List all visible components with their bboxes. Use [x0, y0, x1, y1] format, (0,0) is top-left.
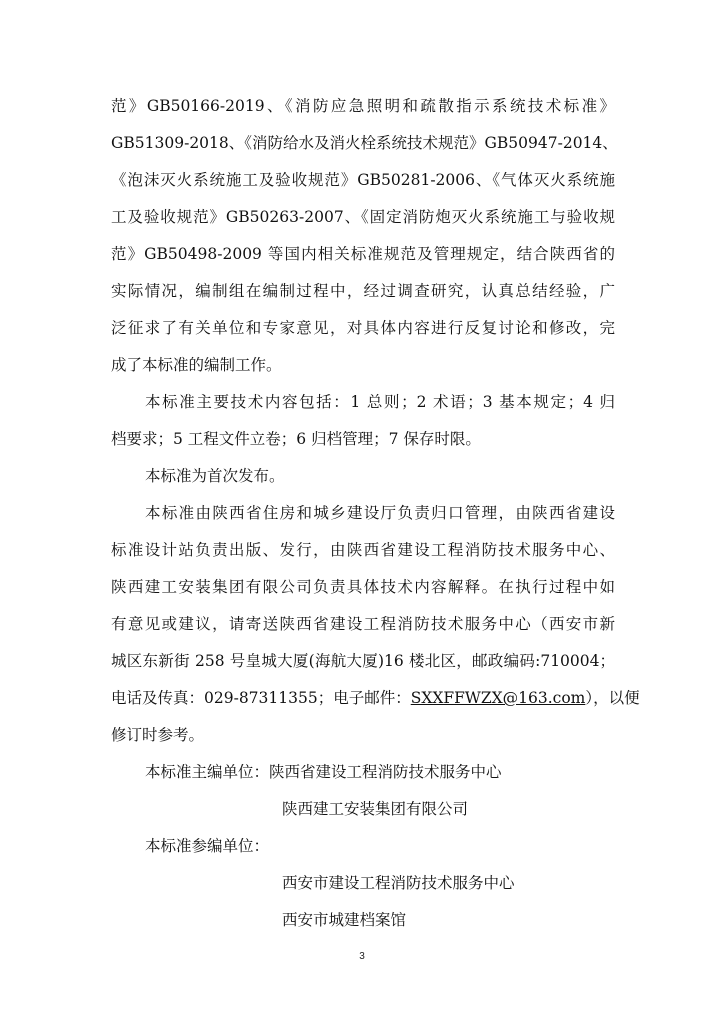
paragraph-line: 本标准由陕西省住房和城乡建设厅负责归口管理，由陕西省建设 [145, 504, 615, 522]
paragraph-line: 标准设计站负责出版、发行，由陕西省建设工程消防技术服务中心、 [111, 541, 615, 559]
paragraph-line: 有意见或建议，请寄送陕西省建设工程消防技术服务中心（西安市新 [111, 615, 615, 633]
paragraph-line: 《泡沫灭火系统施工及验收规范》GB50281-2006、《气体灭火系统施 [111, 171, 615, 189]
paragraph-line: 范》GB50166-2019、《消防应急照明和疏散指示系统技术标准》 [111, 97, 615, 115]
paragraph-line: GB51309-2018、《消防给水及消火栓系统技术规范》GB50947-2014、 [111, 134, 618, 152]
paragraph-line: 修订时参考。 [111, 726, 205, 744]
paragraph-line: 本标准主要技术内容包括：1 总则；2 术语；3 基本规定；4 归 [145, 393, 615, 411]
chief-editors-label: 本标准主编单位： [145, 763, 270, 781]
paragraph-line: 陕西建工安装集团有限公司负责具体技术内容解释。在执行过程中如 [111, 578, 615, 596]
contact-suffix: ），以便 [585, 689, 640, 707]
paragraph-line: 范》GB50498-2009 等国内相关标准规范及管理规定，结合陕西省的 [111, 245, 615, 263]
paragraph-line: 档要求；5 工程文件立卷；6 归档管理；7 保存时限。 [111, 430, 481, 448]
chief-editors-line [145, 762, 615, 782]
participating-editors-label: 本标准参编单位： [145, 837, 270, 855]
chief-editor-unit: 陕西建工安装集团有限公司 [282, 800, 469, 818]
paragraph-line: 本标准为首次发布。 [145, 467, 285, 485]
paragraph-line: 工及验收规范》GB50263-2007、《固定消防炮灭火系统施工与验收规 [111, 208, 615, 226]
paragraph-line: 成了本标准的编制工作。 [111, 356, 282, 374]
contact-line [111, 688, 640, 708]
participating-editor-unit: 西安市城建档案馆 [282, 911, 407, 929]
email-link[interactable]: SXXFFWZX@163.com [410, 689, 586, 707]
chief-editor-unit: 陕西省建设工程消防技术服务中心 [269, 763, 502, 781]
contact-prefix: 电话及传真：029-87311355；电子邮件： [111, 689, 411, 707]
page-number: 3 [359, 951, 365, 962]
paragraph-line: 城区东新街 258 号皇城大厦(海航大厦)16 楼北区，邮政编码:710004； [111, 652, 615, 670]
paragraph-line: 实际情况，编制组在编制过程中，经过调查研究，认真总结经验，广 [111, 282, 615, 300]
paragraph-line: 泛征求了有关单位和专家意见，对具体内容进行反复讨论和修改，完 [111, 319, 615, 337]
participating-editor-unit: 西安市建设工程消防技术服务中心 [282, 874, 515, 892]
